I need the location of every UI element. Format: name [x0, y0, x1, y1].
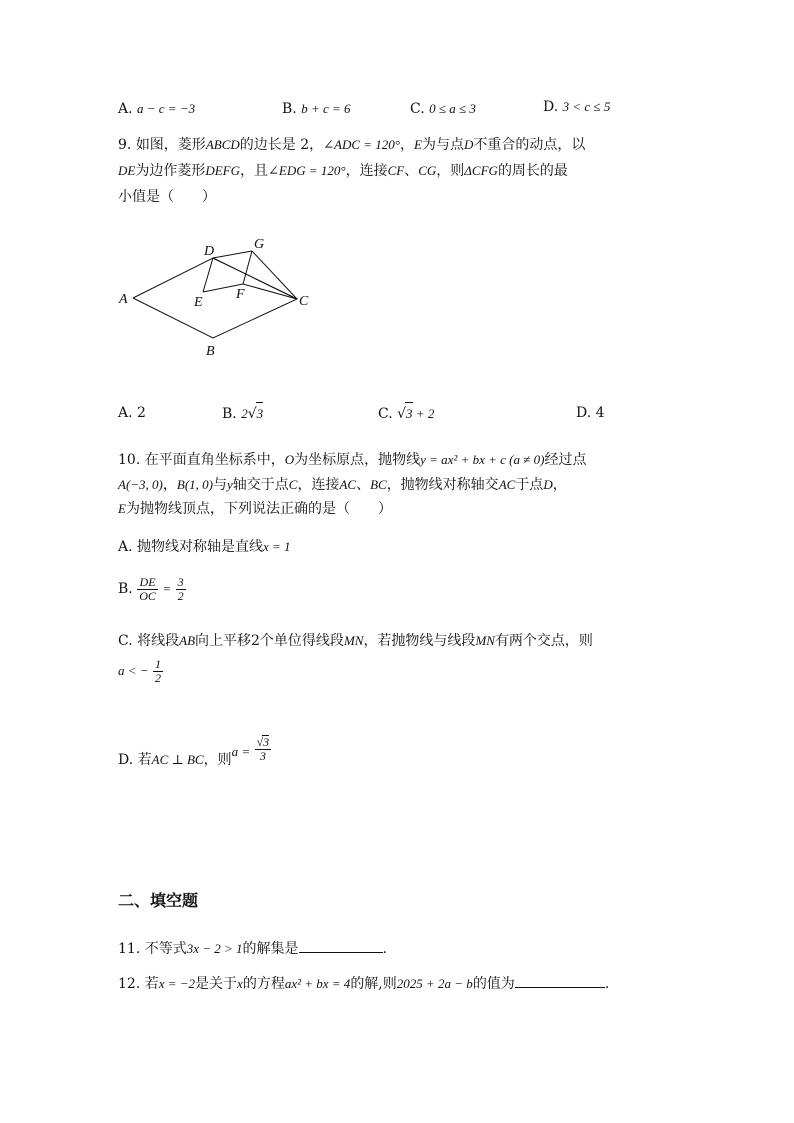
math: E	[118, 501, 126, 516]
sqrt-symbol: √	[247, 406, 257, 422]
q9-option-b	[222, 402, 263, 425]
q8-option-c	[410, 98, 476, 120]
option-label: B.	[222, 406, 237, 422]
text: 为抛物线顶点，下列说法正确的是（ ）	[125, 501, 392, 517]
text: 是关于	[195, 976, 238, 992]
rhombus-figure	[110, 228, 330, 363]
math: ΔCFG	[464, 163, 498, 178]
text: 不重合的动点，以	[473, 137, 586, 153]
q11-stem	[118, 938, 387, 960]
radicand: 3	[405, 402, 413, 425]
option-label: B.	[282, 101, 297, 117]
answer-blank[interactable]	[299, 938, 383, 953]
label-a: A	[119, 292, 128, 307]
q8-option-a	[118, 98, 195, 120]
math: x	[237, 976, 243, 991]
denominator: 2	[155, 670, 161, 685]
math: y	[226, 477, 233, 492]
option-label: C.	[378, 406, 393, 422]
text: 如图，菱形	[135, 137, 206, 153]
q10-option-c-line-2	[118, 656, 163, 686]
math: a < −	[118, 663, 149, 678]
math: AC	[339, 477, 357, 492]
denominator: 3	[259, 749, 266, 763]
q8-option-d	[543, 96, 610, 118]
math: MN	[475, 633, 495, 648]
option-text: 0 ≤ a ≤ 3	[429, 101, 476, 116]
q10-option-b	[118, 574, 186, 604]
q10-stem-line-3	[118, 498, 392, 520]
label-b: B	[206, 344, 215, 359]
text: 为坐标原点，抛物线	[294, 452, 421, 468]
text: 有两个交点，则	[494, 633, 593, 649]
text: 11. 不等式	[118, 941, 187, 957]
math: BC	[370, 477, 387, 492]
math: x = −2	[158, 976, 196, 991]
denominator: 2	[177, 588, 184, 603]
text: ，	[162, 477, 177, 493]
q9-option-a: A. 2	[118, 405, 146, 421]
option-text: a − c = −3	[137, 101, 196, 116]
segment-fg	[243, 251, 252, 284]
math: D	[543, 477, 553, 492]
radicand: 3	[256, 402, 264, 425]
math: DE	[118, 163, 136, 178]
option-label: A.	[118, 101, 133, 117]
section-title: 二、填空题	[118, 891, 199, 910]
denominator: OC	[139, 588, 156, 603]
text: ，	[552, 477, 567, 493]
segment-dc	[213, 258, 297, 299]
label-e: E	[194, 295, 203, 310]
q10-stem-line-1	[118, 449, 586, 471]
text: ，连接	[297, 477, 340, 493]
text: ，则	[436, 163, 465, 179]
text: 的周长的最	[497, 163, 568, 179]
text: C. 将线段	[118, 633, 180, 649]
math: x = 1	[263, 539, 291, 554]
math: CF	[387, 163, 405, 178]
text: 为与点	[421, 137, 464, 153]
fraction-de-oc	[137, 576, 158, 603]
option-label: C.	[410, 101, 425, 117]
sqrt-symbol: √	[397, 406, 407, 422]
math: a =	[231, 744, 251, 759]
text: .	[382, 941, 387, 957]
numerator: √3	[256, 735, 270, 749]
numerator: 1	[155, 656, 161, 671]
q9-option-d: D. 4	[576, 405, 605, 421]
label-d: D	[204, 244, 215, 259]
text: 经过点	[544, 452, 587, 468]
text: 轴交于点	[232, 477, 289, 493]
math: ABCD	[205, 137, 240, 152]
q12-stem	[118, 973, 609, 995]
text: 于点	[515, 477, 544, 493]
text: 的边长是 2，	[239, 137, 324, 153]
text: 、	[404, 163, 419, 179]
math: 3x − 2 > 1	[186, 941, 243, 956]
text: 小值是（ ）	[118, 189, 216, 205]
text: 向上平移2个单位得线段	[195, 633, 344, 649]
label-c: C	[299, 294, 309, 309]
q9-stem-line-3	[118, 186, 216, 208]
text: .	[604, 976, 610, 992]
option-label: D.	[543, 99, 559, 115]
math: ∠EDG = 120°	[268, 163, 346, 178]
q8-option-b	[282, 98, 351, 120]
segment-gc	[252, 251, 297, 299]
math: D	[463, 137, 474, 152]
math: A(−3, 0)	[118, 477, 163, 492]
q10-option-a	[118, 536, 291, 558]
math: CG	[418, 163, 437, 178]
label-f: F	[236, 287, 245, 302]
text: 的解,则	[350, 976, 397, 992]
math: AC	[498, 477, 516, 492]
text: ，且	[240, 163, 269, 179]
answer-blank[interactable]	[515, 973, 605, 988]
q9-option-c	[378, 402, 434, 425]
text: ，若抛物线与线段	[363, 633, 476, 649]
text: 、	[356, 477, 371, 493]
text: ，连接	[345, 163, 388, 179]
math: MN	[343, 633, 364, 648]
rhombus-abcd	[133, 258, 297, 338]
text: 为边作菱形	[135, 163, 206, 179]
math: =	[162, 581, 172, 596]
q10-option-c	[118, 630, 593, 652]
math: O	[284, 452, 295, 467]
fraction-three-halves	[176, 576, 186, 603]
option-label: B.	[118, 581, 133, 597]
text: ，抛物线对称轴交	[386, 477, 499, 493]
fraction-one-half	[153, 658, 163, 685]
math: 2	[241, 406, 248, 421]
math: 2025 + 2a − b	[396, 976, 473, 991]
text: A. 抛物线对称轴是直线	[118, 539, 264, 555]
math: y = ax² + bx + c (a ≠ 0)	[420, 452, 545, 467]
text: 的解集是	[242, 941, 299, 957]
label-g: G	[254, 237, 265, 252]
segment-de	[203, 258, 213, 292]
text: ，	[400, 137, 414, 153]
q10-stem-line-2	[118, 474, 567, 496]
math: DEFG	[205, 163, 241, 178]
text: ，则	[203, 752, 232, 768]
fraction-root3-over-3	[255, 735, 272, 763]
math: ∠ADC = 120°	[323, 137, 400, 152]
math: B(1, 0)	[176, 477, 213, 492]
text: 的值为	[472, 976, 515, 992]
question-number: 9.	[118, 137, 132, 153]
text: 的方程	[242, 976, 285, 992]
math: AC ⊥ BC	[151, 752, 204, 767]
q9-stem-line-1	[118, 134, 585, 156]
numerator: 3	[177, 574, 184, 589]
math: AB	[179, 633, 196, 648]
math: C	[288, 477, 298, 492]
text: 10. 在平面直角坐标系中，	[118, 452, 285, 468]
math: + 2	[412, 406, 435, 421]
text: D. 若	[118, 752, 152, 768]
math: E	[414, 137, 422, 152]
radicand: 3	[263, 735, 270, 749]
option-text: b + c = 6	[301, 101, 351, 116]
segment-dg	[213, 251, 252, 258]
math: ax² + bx = 4	[284, 976, 351, 991]
q10-option-d	[118, 732, 271, 780]
q9-stem-line-2	[118, 160, 568, 182]
text: 与	[212, 477, 227, 493]
option-text: 3 < c ≤ 5	[562, 99, 611, 114]
numerator: DE	[137, 576, 158, 590]
text: 12. 若	[118, 976, 159, 992]
